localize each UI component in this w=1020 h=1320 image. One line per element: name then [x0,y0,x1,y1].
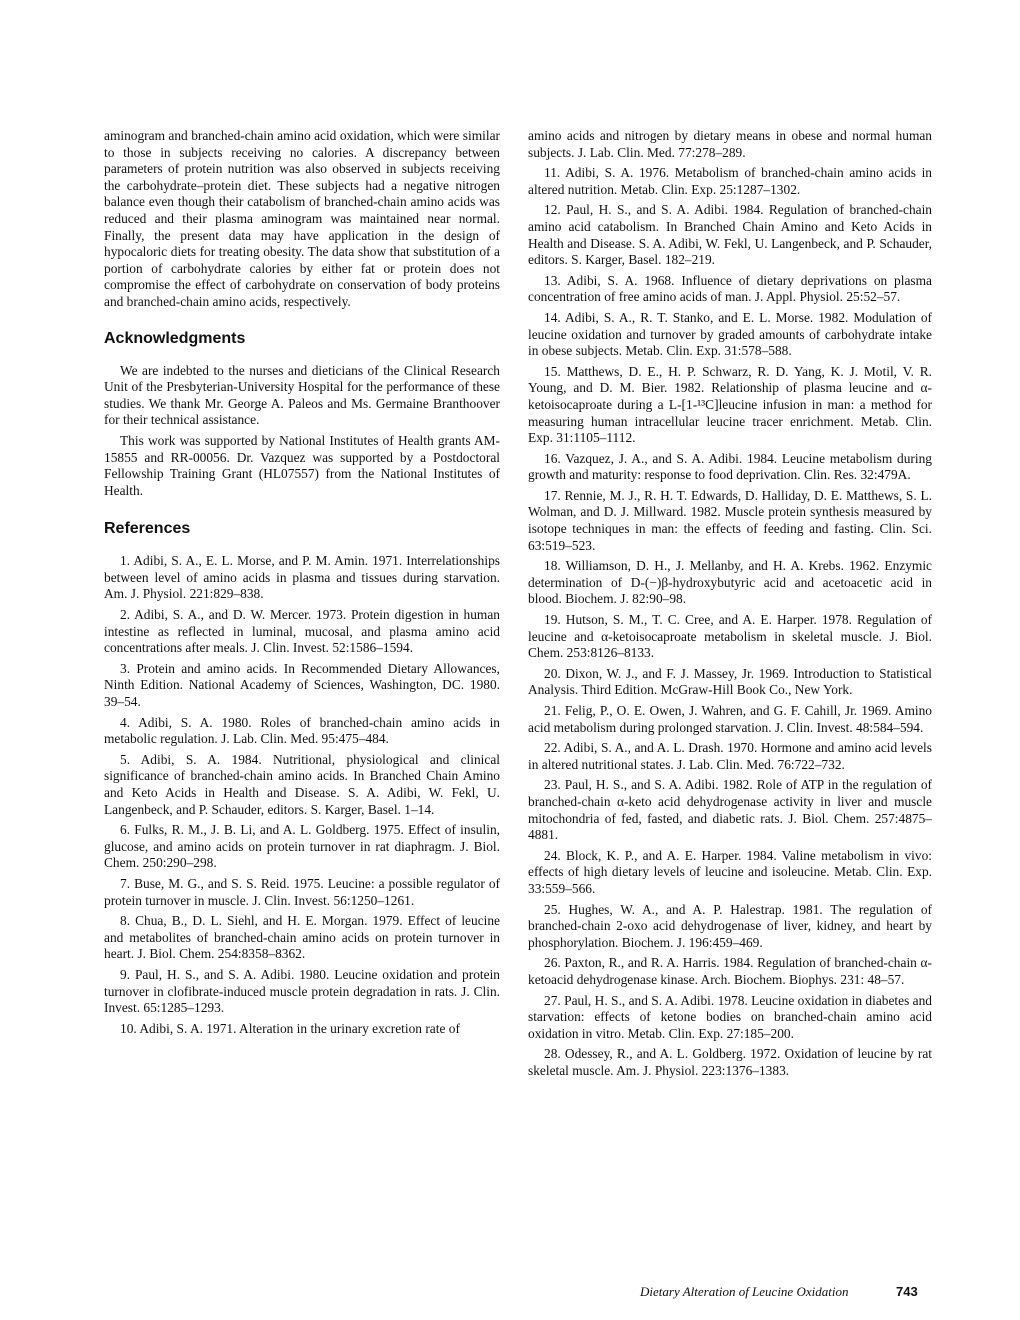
acknowledgments-heading: Acknowledgments [104,329,246,347]
reference-item: 28. Odessey, R., and A. L. Goldberg. 1972. Oxidation of leucine by rat skeletal muscle. Am. J. Physiol. 223:1376–1383. [528,1046,932,1078]
right-column [528,128,932,1083]
reference-item: 5. Adibi, S. A. 1984. Nutritional, physiological and clinical significance of branched-chain amino acids. In Branched Chain Amino and Keto Acids in Health and Disease. S. A. Adibi, W. Fekl, U. Langenbeck, and P. Schauder, editors. S. Karger, Basel. 1–14. [104,751,500,817]
references-heading: References [104,520,191,538]
reference-item: 10. Adibi, S. A. 1971. Alteration in the urinary excretion rate of [120,1020,460,1036]
reference-item: 16. Vazquez, J. A., and S. A. Adibi. 1984. Leucine metabolism during growth and maturity: response to food deprivation. Clin. Res. 32:479A. [528,450,932,483]
reference-item: 7. Buse, M. G., and S. S. Reid. 1975. Leucine: a possible regulator of protein turnover in muscle. J. Clin. Invest. 56:1250–1261. [104,875,500,908]
reference-item: 14. Adibi, S. A., R. T. Stanko, and E. L. Morse. 1982. Modulation of leucine oxidation and turnover by graded amounts of carbohydrate intake in obese subjects. Metab. Clin. Exp. 31:578–588. [528,309,932,359]
acknowledgments-paragraph: We are indebted to the nurses and dieticians of the Clinical Research Unit of the Presbyterian-University Hospital for the performance of these studies. We thank Mr. George A. Paleos and Ms. Germaine Branthoover for their technical assistance. [104,362,500,428]
reference-item: 1. Adibi, S. A., E. L. Morse, and P. M. Amin. 1971. Interrelationships between level of amino acids in plasma and tissues during starvation. Am. J. Physiol. 221:829–838. [104,553,500,602]
funding-paragraph: This work was supported by National Institutes of Health grants AM-15855 and RR-00056. Dr. Vazquez was supported by a Postdoctoral Fellowship Training Grant (HL07557) from the National Institutes of Health. [104,432,500,498]
page-number: 743 [896,1284,918,1299]
references-list-left [104,553,500,1037]
intro-paragraph: aminogram and branched-chain amino acid oxidation, which were similar to those in subjects receiving no calories. A discrepancy between parameters of protein nutrition was also observed in subjects receiving the carbohydrate–protein diet. These subjects had a negative nitrogen balance even though their catabolism of branched-chain amino acids was reduced and their plasma aminogram was maintained near normal. Finally, the present data may have application in the design of hypocaloric diets for treating obesity. The data show that substitution of a portion of carbohydrate calories by either fat or protein does not compromise the effect of carbohydrate on conservation of body proteins and branched-chain amino acids, respectively. [104,128,500,309]
reference-item: 27. Paul, H. S., and S. A. Adibi. 1978. Leucine oxidation in diabetes and starvation: effects of ketone bodies on branched-chain amino acid oxidation in vitro. Metab. Clin. Exp. 27:185–200. [528,992,932,1041]
acknowledgments-section [104,363,500,500]
reference-item: 21. Felig, P., O. E. Owen, J. Wahren, and G. F. Cahill, Jr. 1969. Amino acid metabolism during prolonged starvation. J. Clin. Invest. 48:584–594. [528,703,932,735]
left-column [104,128,500,1041]
reference-item: 13. Adibi, S. A. 1968. Influence of dietary deprivations on plasma concentration of free amino acids of man. J. Appl. Physiol. 25:52–57. [528,272,932,305]
reference-continuation: amino acids and nitrogen by dietary means in obese and normal human subjects. J. Lab. Clin. Med. 77:278–289. [528,128,932,160]
reference-item: 25. Hughes, W. A., and A. P. Halestrap. 1981. The regulation of branched-chain 2-oxo acid dehydrogenase of liver, kidney, and heart by phosphorylation. Biochem. J. 196:459–469. [528,901,932,950]
reference-item: 23. Paul, H. S., and S. A. Adibi. 1982. Role of ATP in the regulation of branched-chain α-keto acid dehydrogenase activity in liver and muscle mitochondria of fed, fasted, and diabetic rats. J. Biol. Chem. 257:4875–4881. [528,777,932,843]
page-footer [640,1284,940,1300]
running-title: Dietary Alteration of Leucine Oxidation [640,1284,849,1299]
reference-item: 17. Rennie, M. J., R. H. T. Edwards, D. Halliday, D. E. Matthews, S. L. Wolman, and D. J. Millward. 1982. Muscle protein synthesis measured by isotope techniques in man: the effects of feeding and fasting. Clin. Sci. 63:519–523. [528,487,932,553]
reference-item: 18. Williamson, D. H., J. Mellanby, and H. A. Krebs. 1962. Enzymic determination of D-(−)β-hydroxybutyric acid and acetoacetic acid in blood. Biochem. J. 82:90–98. [528,558,932,607]
reference-item: 6. Fulks, R. M., J. B. Li, and A. L. Goldberg. 1975. Effect of insulin, glucose, and amino acids on protein turnover in rat diaphragm. J. Biol. Chem. 250:290–298. [104,822,500,871]
reference-item: 12. Paul, H. S., and S. A. Adibi. 1984. Regulation of branched-chain amino acid catabolism. In Branched Chain Amino and Keto Acids in Health and Disease. S. A. Adibi, W. Fekl, U. Langenbeck, and P. Schauder, editors. S. Karger, Basel. 182–219. [528,202,932,268]
reference-item: 3. Protein and amino acids. In Recommended Dietary Allowances, Ninth Edition. National Academy of Sciences, Washington, DC. 1980. 39–54. [104,660,500,710]
reference-item: 22. Adibi, S. A., and A. L. Drash. 1970. Hormone and amino acid levels in altered nutritional states. J. Lab. Clin. Med. 76:722–732. [528,740,932,772]
reference-item: 24. Block, K. P., and A. E. Harper. 1984. Valine metabolism in vivo: effects of high dietary levels of leucine and isoleucine. Metab. Clin. Exp. 33:559–566. [528,847,932,896]
reference-item: 2. Adibi, S. A., and D. W. Mercer. 1973. Protein digestion in human intestine as reflected in luminal, mucosal, and plasma amino acid concentrations after meals. J. Clin. Invest. 52:1586–1594. [104,607,500,656]
references-list-right [528,128,932,1079]
reference-item: 26. Paxton, R., and R. A. Harris. 1984. Regulation of branched-chain α-ketoacid dehydrogenase kinase. Arch. Biochem. Biophys. 231: 48–57. [528,955,932,987]
reference-item: 11. Adibi, S. A. 1976. Metabolism of branched-chain amino acids in altered nutrition. Metab. Clin. Exp. 25:1287–1302. [528,165,932,197]
reference-item: 19. Hutson, S. M., T. C. Cree, and A. E. Harper. 1978. Regulation of leucine and α-ketoisocaproate metabolism in skeletal muscle. J. Biol. Chem. 253:8126–8133. [528,612,932,661]
reference-item: 4. Adibi, S. A. 1980. Roles of branched-chain amino acids in metabolic regulation. J. Lab. Clin. Med. 95:475–484. [104,714,500,747]
reference-item: 8. Chua, B., D. L. Siehl, and H. E. Morgan. 1979. Effect of leucine and metabolites of branched-chain amino acids on protein turnover in heart. J. Biol. Chem. 254:8358–8362. [104,913,500,962]
reference-item: 9. Paul, H. S., and S. A. Adibi. 1980. Leucine oxidation and protein turnover in clofibrate-induced muscle protein degradation in rats. J. Clin. Invest. 65:1285–1293. [104,966,500,1016]
reference-item: 20. Dixon, W. J., and F. J. Massey, Jr. 1969. Introduction to Statistical Analysis. Third Edition. McGraw-Hill Book Co., New York. [528,665,932,698]
reference-item: 15. Matthews, D. E., H. P. Schwarz, R. D. Yang, K. J. Motil, V. R. Young, and D. M. Bier. 1982. Relationship of plasma leucine and α-ketoisocaproate during a L-[1-¹³C]leucine infusion in man: a method for measuring human intracellular leucine tracer enrichment. Metab. Clin. Exp. 31:1105–1112. [528,363,932,446]
